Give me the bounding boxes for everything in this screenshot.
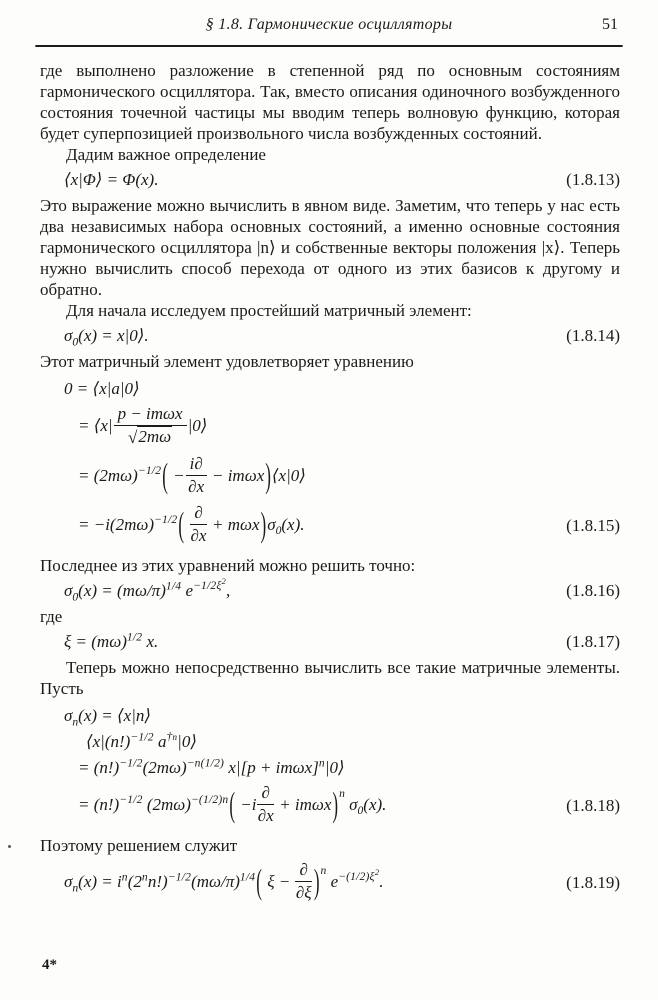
nested-exponent: 2 xyxy=(221,576,227,587)
big-paren-close: ) xyxy=(332,784,339,824)
equation-body xyxy=(64,859,384,902)
equation-1-8-13 xyxy=(40,169,620,191)
equation-line xyxy=(40,731,620,753)
big-paren-open: ( xyxy=(162,455,168,495)
section-title: § 1.8. Гармонические осцилляторы xyxy=(205,16,453,33)
comma: , xyxy=(226,581,231,601)
fraction-denominator: ∂x xyxy=(190,526,207,546)
equation-mid: (mω/π) xyxy=(191,871,240,891)
exponent: n xyxy=(121,869,128,883)
fraction xyxy=(186,454,207,496)
subscript: 0 xyxy=(275,524,282,538)
equation-mid: n!) xyxy=(147,871,168,891)
equation-suffix: ⟨x|0⟩ xyxy=(271,465,306,485)
big-paren-close: ) xyxy=(265,455,271,495)
equation-body: ⟨x|Φ⟩ = Φ(x). xyxy=(64,170,159,189)
page-content xyxy=(0,47,658,905)
exponent: −1/2 xyxy=(167,869,192,883)
equation-prefix: = (n!) xyxy=(78,794,120,814)
exponent: n xyxy=(318,756,325,770)
equation-inner: ξ − xyxy=(267,871,291,891)
equation-number: (1.8.19) xyxy=(566,872,620,892)
sqrt-radicand: 2mω xyxy=(138,426,172,446)
printer-signature: 4* xyxy=(42,957,57,973)
nested-exponent: 2 xyxy=(374,867,380,877)
page-number: 51 xyxy=(602,16,618,33)
exponent: 1/4 xyxy=(239,869,256,883)
fraction-numerator: i∂ xyxy=(186,454,207,476)
dagger-index: n xyxy=(172,732,178,743)
dagger-power xyxy=(166,730,177,743)
equation-body xyxy=(64,576,231,604)
equation-line xyxy=(40,378,620,400)
equation-mid: (2mω) xyxy=(142,758,187,778)
equation-1-8-16 xyxy=(40,576,620,604)
exponent: −(1/2)n xyxy=(190,793,229,807)
a-operator: a xyxy=(157,732,167,752)
minus-sign: − xyxy=(173,465,185,485)
e-symbol: e xyxy=(185,581,194,601)
paragraph-solution-lead: Поэтому решением служит xyxy=(40,835,238,855)
equation-rhs: |0⟩ xyxy=(187,415,208,435)
equation-lhs: = ⟨x| xyxy=(78,415,113,435)
paragraph-where: где xyxy=(40,607,63,627)
paragraph-exact-solution-lead: Последнее из этих уравнений можно решить точно: xyxy=(40,556,416,576)
equation-body xyxy=(64,326,149,349)
equation-number: (1.8.13) xyxy=(566,170,620,189)
equation-number: (1.8.16) xyxy=(566,581,620,601)
equation-prefix: ⟨x|(n!) xyxy=(86,732,131,752)
big-paren-open: ( xyxy=(178,505,185,545)
fraction-denominator: ∂x xyxy=(257,805,274,825)
exponent xyxy=(193,576,227,593)
big-paren-open: ( xyxy=(256,861,262,901)
equation-mid: (x) = i xyxy=(78,871,122,891)
period: . xyxy=(379,871,384,891)
equation-block-1-8-15 xyxy=(40,378,620,549)
fraction-denominator: ∂x xyxy=(188,476,205,496)
equation-body xyxy=(64,632,158,651)
subscript: 0 xyxy=(72,590,79,604)
equation-1-8-19 xyxy=(40,860,620,906)
equation-block-1-8-18 xyxy=(40,705,620,829)
equation-mid: (2mω) xyxy=(146,794,191,814)
fraction xyxy=(190,503,206,545)
equation-mid: − imωx xyxy=(211,465,265,485)
fraction-denominator xyxy=(114,426,187,446)
fraction-numerator: ∂ xyxy=(257,783,273,805)
exponent-text: −1/2ξ xyxy=(193,579,222,593)
paragraph-satisfies-equation: Этот матричный элемент удовлетворяет уравнению xyxy=(40,352,414,371)
exponent: −1/2 xyxy=(119,756,143,770)
equation-number: (1.8.14) xyxy=(566,326,620,345)
fraction-numerator: ∂ xyxy=(190,503,206,525)
sigma-symbol: σ xyxy=(64,706,73,726)
sigma-symbol: σ xyxy=(64,871,73,891)
fraction xyxy=(114,404,187,446)
fraction xyxy=(257,783,273,825)
exponent: 1/4 xyxy=(165,579,182,593)
equation-prefix: = −i(2mω) xyxy=(78,515,155,535)
dagger-icon: † xyxy=(166,730,173,744)
exponent: −n(1/2) xyxy=(186,756,225,770)
equation-prefix: = (n!) xyxy=(78,758,120,778)
equation-1-8-17 xyxy=(40,631,620,653)
equation-inner: + imωx xyxy=(279,794,332,814)
exponent: 1/2 xyxy=(126,630,143,644)
sigma-symbol: σ xyxy=(349,794,358,814)
equation-line xyxy=(40,783,620,829)
equation-suffix: (x). xyxy=(281,515,305,535)
equation-line xyxy=(40,404,620,450)
exponent: n xyxy=(141,869,148,883)
exponent: −1/2 xyxy=(130,730,154,744)
equation-number: (1.8.15) xyxy=(566,516,620,536)
equation-mid: x|[p + imωx] xyxy=(228,758,319,778)
sqrt-icon: √ xyxy=(128,427,138,447)
paragraph-intro: где выполнено разложение в степенной ряд по основным состояниям гармонического осциллятора. Так, вместо описания одиночного возбужденного состояния точечной частицы мы вводим теперь волновую функцию, которая будет суперпозицией произвольного числа возбужденных состояний. xyxy=(40,61,620,143)
fraction-numerator: ∂ xyxy=(295,860,311,882)
page-header xyxy=(0,0,658,38)
equation-number: (1.8.18) xyxy=(566,795,620,815)
paren-power: n xyxy=(339,786,345,800)
equation-rest: (x) = ⟨x|n⟩ xyxy=(78,706,151,726)
equation-suffix: |0⟩ xyxy=(324,758,345,778)
subscript: n xyxy=(72,715,79,729)
sigma-symbol: σ xyxy=(267,515,276,535)
exponent: −1/2 xyxy=(119,793,143,807)
paragraph-definition-lead: Дадим важное определение xyxy=(66,145,266,164)
sigma-symbol: σ xyxy=(64,326,73,345)
equation-mid: + mωx xyxy=(211,515,260,535)
equation-line xyxy=(40,503,620,549)
big-paren-close: ) xyxy=(260,505,267,545)
equation-line xyxy=(40,454,620,500)
equation-rhs: x. xyxy=(146,632,159,652)
exponent: −1/2 xyxy=(154,513,178,527)
equation-lhs: ξ = (mω) xyxy=(64,632,127,652)
equation-prefix: = (2mω) xyxy=(78,465,138,485)
exponent-text: −(1/2)ξ xyxy=(338,869,375,883)
subscript: n xyxy=(72,880,79,894)
fraction-numerator: p − imωx xyxy=(114,404,187,426)
equation-line xyxy=(40,705,620,727)
e-symbol: e xyxy=(330,871,339,891)
paragraph-matrix-element-lead: Для начала исследуем простейший матричный элемент: xyxy=(66,301,472,320)
big-paren-close: ) xyxy=(313,861,320,901)
exponent xyxy=(338,867,380,883)
equation-number: (1.8.17) xyxy=(566,632,620,652)
paren-power: n xyxy=(320,863,327,877)
fraction xyxy=(295,860,311,902)
equation-mid: (2 xyxy=(127,871,142,891)
scan-speck xyxy=(8,845,11,848)
equation-line xyxy=(40,757,620,779)
fraction-denominator: ∂ξ xyxy=(295,882,312,902)
paragraph-two-bases: Это выражение можно вычислить в явном виде. Заметим, что теперь у нас есть два независимых набора основных состояний, а именно основные состояния гармонического осциллятора |n⟩ и собственные векторы положения |x⟩. Теперь нужно вычислить способ перехода от одного из этих базисов к другому и обратно. xyxy=(40,196,620,299)
paragraph-all-elements-lead: Теперь можно непосредственно вычислить все такие матричные элементы. Пусть xyxy=(40,658,620,699)
exponent: −1/2 xyxy=(137,463,162,477)
subscript: 0 xyxy=(72,335,79,349)
equation-mid: (x) = (mω/π) xyxy=(78,581,166,601)
equation-suffix: (x). xyxy=(363,794,387,814)
equation-body: 0 = ⟨x|a|0⟩ xyxy=(64,379,140,398)
equation-inner: −i xyxy=(240,794,257,814)
big-paren-open: ( xyxy=(229,784,236,824)
equation-rest: (x) = x|0⟩. xyxy=(78,326,149,345)
sigma-symbol: σ xyxy=(64,581,73,601)
equation-1-8-14 xyxy=(40,325,620,347)
equation-suffix: |0⟩ xyxy=(177,732,197,752)
subscript: 0 xyxy=(357,804,364,818)
